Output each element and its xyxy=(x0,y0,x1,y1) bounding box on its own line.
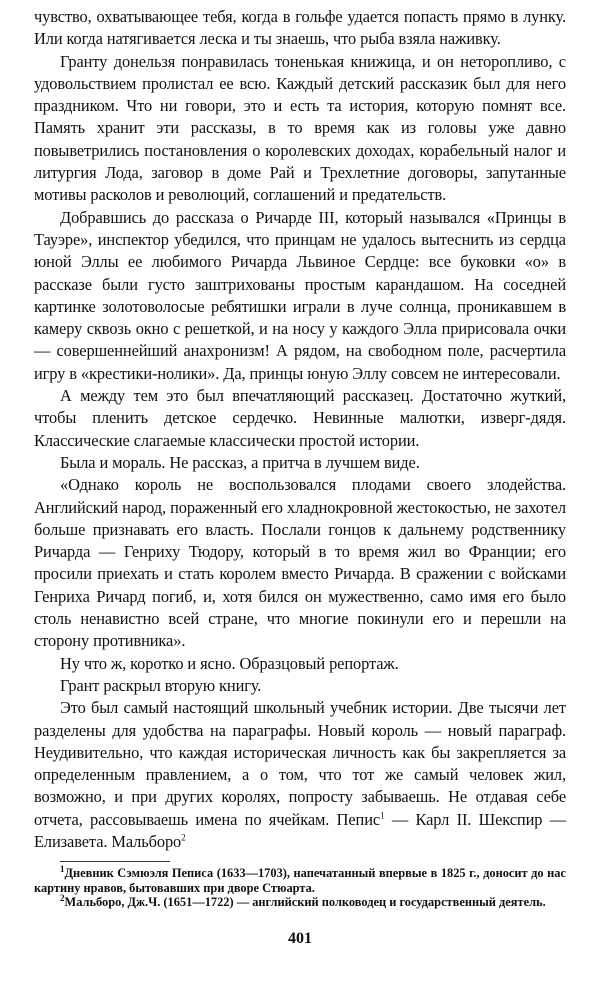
paragraph-8: Грант раскрыл вторую книгу. xyxy=(60,675,262,695)
footnote-1-mark: 1 xyxy=(60,864,65,875)
footnote-1-text: Дневник Сэмюэля Пеписа (1633—1703), напечатанный впервые в 1825 г., доносит до нас картину нравов, бытовавших при дворе Стюарта. xyxy=(34,866,566,895)
footnote-divider xyxy=(60,861,170,862)
paragraph-6: «Однако король не воспользовался плодами своего злодейства. Английский народ, пораженный его хладнокровной жестокостью, не захотел больше признавать его власть. Послали гонцов к дальнему родственнику Ричарда — Генриху Тюдору, который в то время жил во Франции; его просили приехать и стать королем вместо Ричарда. В сражении с войсками Генриха Ричард погиб, и, хотя бился он мужественно, само имя его было столь ненавистно всей стране, что многие покинули его и перешли на сторону противника». xyxy=(34,475,566,651)
page-number: 401 xyxy=(288,930,312,947)
footnote-ref-2: 2 xyxy=(181,832,186,843)
paragraph-9 xyxy=(34,697,566,853)
book-page xyxy=(34,6,566,910)
paragraph-2: Гранту донельзя понравилась тоненькая книжица, и он нетоpопливо, с удовольствием пролистал ее всю. Каждый детский рассказик был для него праздником. Что ни говори, это и есть та история, которую помнят все. Память хранит эти рассказы, в то время как из головы уже давно повыветрились постановления о королевских доходах, корабельный налог и литургия Лода, заговор в доме Рай и Трехлетние договоры, запутанные мотивы расколов и революций, соглашений и предательств. xyxy=(34,51,566,205)
footnote-2-mark: 2 xyxy=(60,893,65,904)
paragraph-4: А между тем это был впечатляющий рассказец. Достаточно жуткий, чтобы пленить детское сердечко. Невинные малютки, изверг-дядя. Классические слагаемые классически простой истории. xyxy=(34,386,566,450)
footnote-ref-1: 1 xyxy=(380,810,385,821)
footnote-2-text: Мальборо, Дж.Ч. (1651—1722) — английский полководец и государственный деятель. xyxy=(64,895,546,910)
paragraph-5: Была и мораль. Не рассказ, а притча в лучшем виде. xyxy=(60,452,420,472)
footnote-2 xyxy=(34,895,566,910)
paragraph-1: чувство, охватывающее тебя, когда в гольфе удается попасть прямо в лунку. Или когда натягивается леска и ты знаешь, что рыба взяла наживку. xyxy=(34,7,566,49)
paragraph-7: Ну что ж, коротко и ясно. Образцовый репортаж. xyxy=(60,653,399,673)
paragraph-9-tail: — Карл II. Шекспир — Елизавета. Мальборо xyxy=(34,809,566,851)
paragraph-3: Добравшись до рассказа о Ричарде III, который назывался «Принцы в Тауэре», инспектор убедился, что принцам не удалось вытеснить из сердца юной Эллы ее любимого Ричарда Львиное Сердце: все буковки «о» в рассказе были густо заштрихованы простым карандашом. На соседней картинке золотоволосые ребятишки играли в луче солнца, проникавшем в камеру сквозь окно с решеткой, и на носу у каждого Элла пририсовала очки — совершеннейший анахронизм! А рядом, на свободном поле, расчертила игру в «крестики-нолики». Да, принцы юную Эллу совсем не интересовали. xyxy=(34,207,566,383)
paragraph-9-main: Это был самый настоящий школьный учебник истории. Две тысячи лет разделены для удобства на параграфы. Новый король — новый параграф. Неудивительно, что каждая историческая личность как бы закрепляется за определенным правлением, а о том, что тот же самый человек жил, возможно, и при других королях, попросту забываешь. Не отдавая себе отчета, рассовываешь имена по ячейкам. Пепис xyxy=(34,698,566,829)
footnote-1 xyxy=(34,866,566,895)
